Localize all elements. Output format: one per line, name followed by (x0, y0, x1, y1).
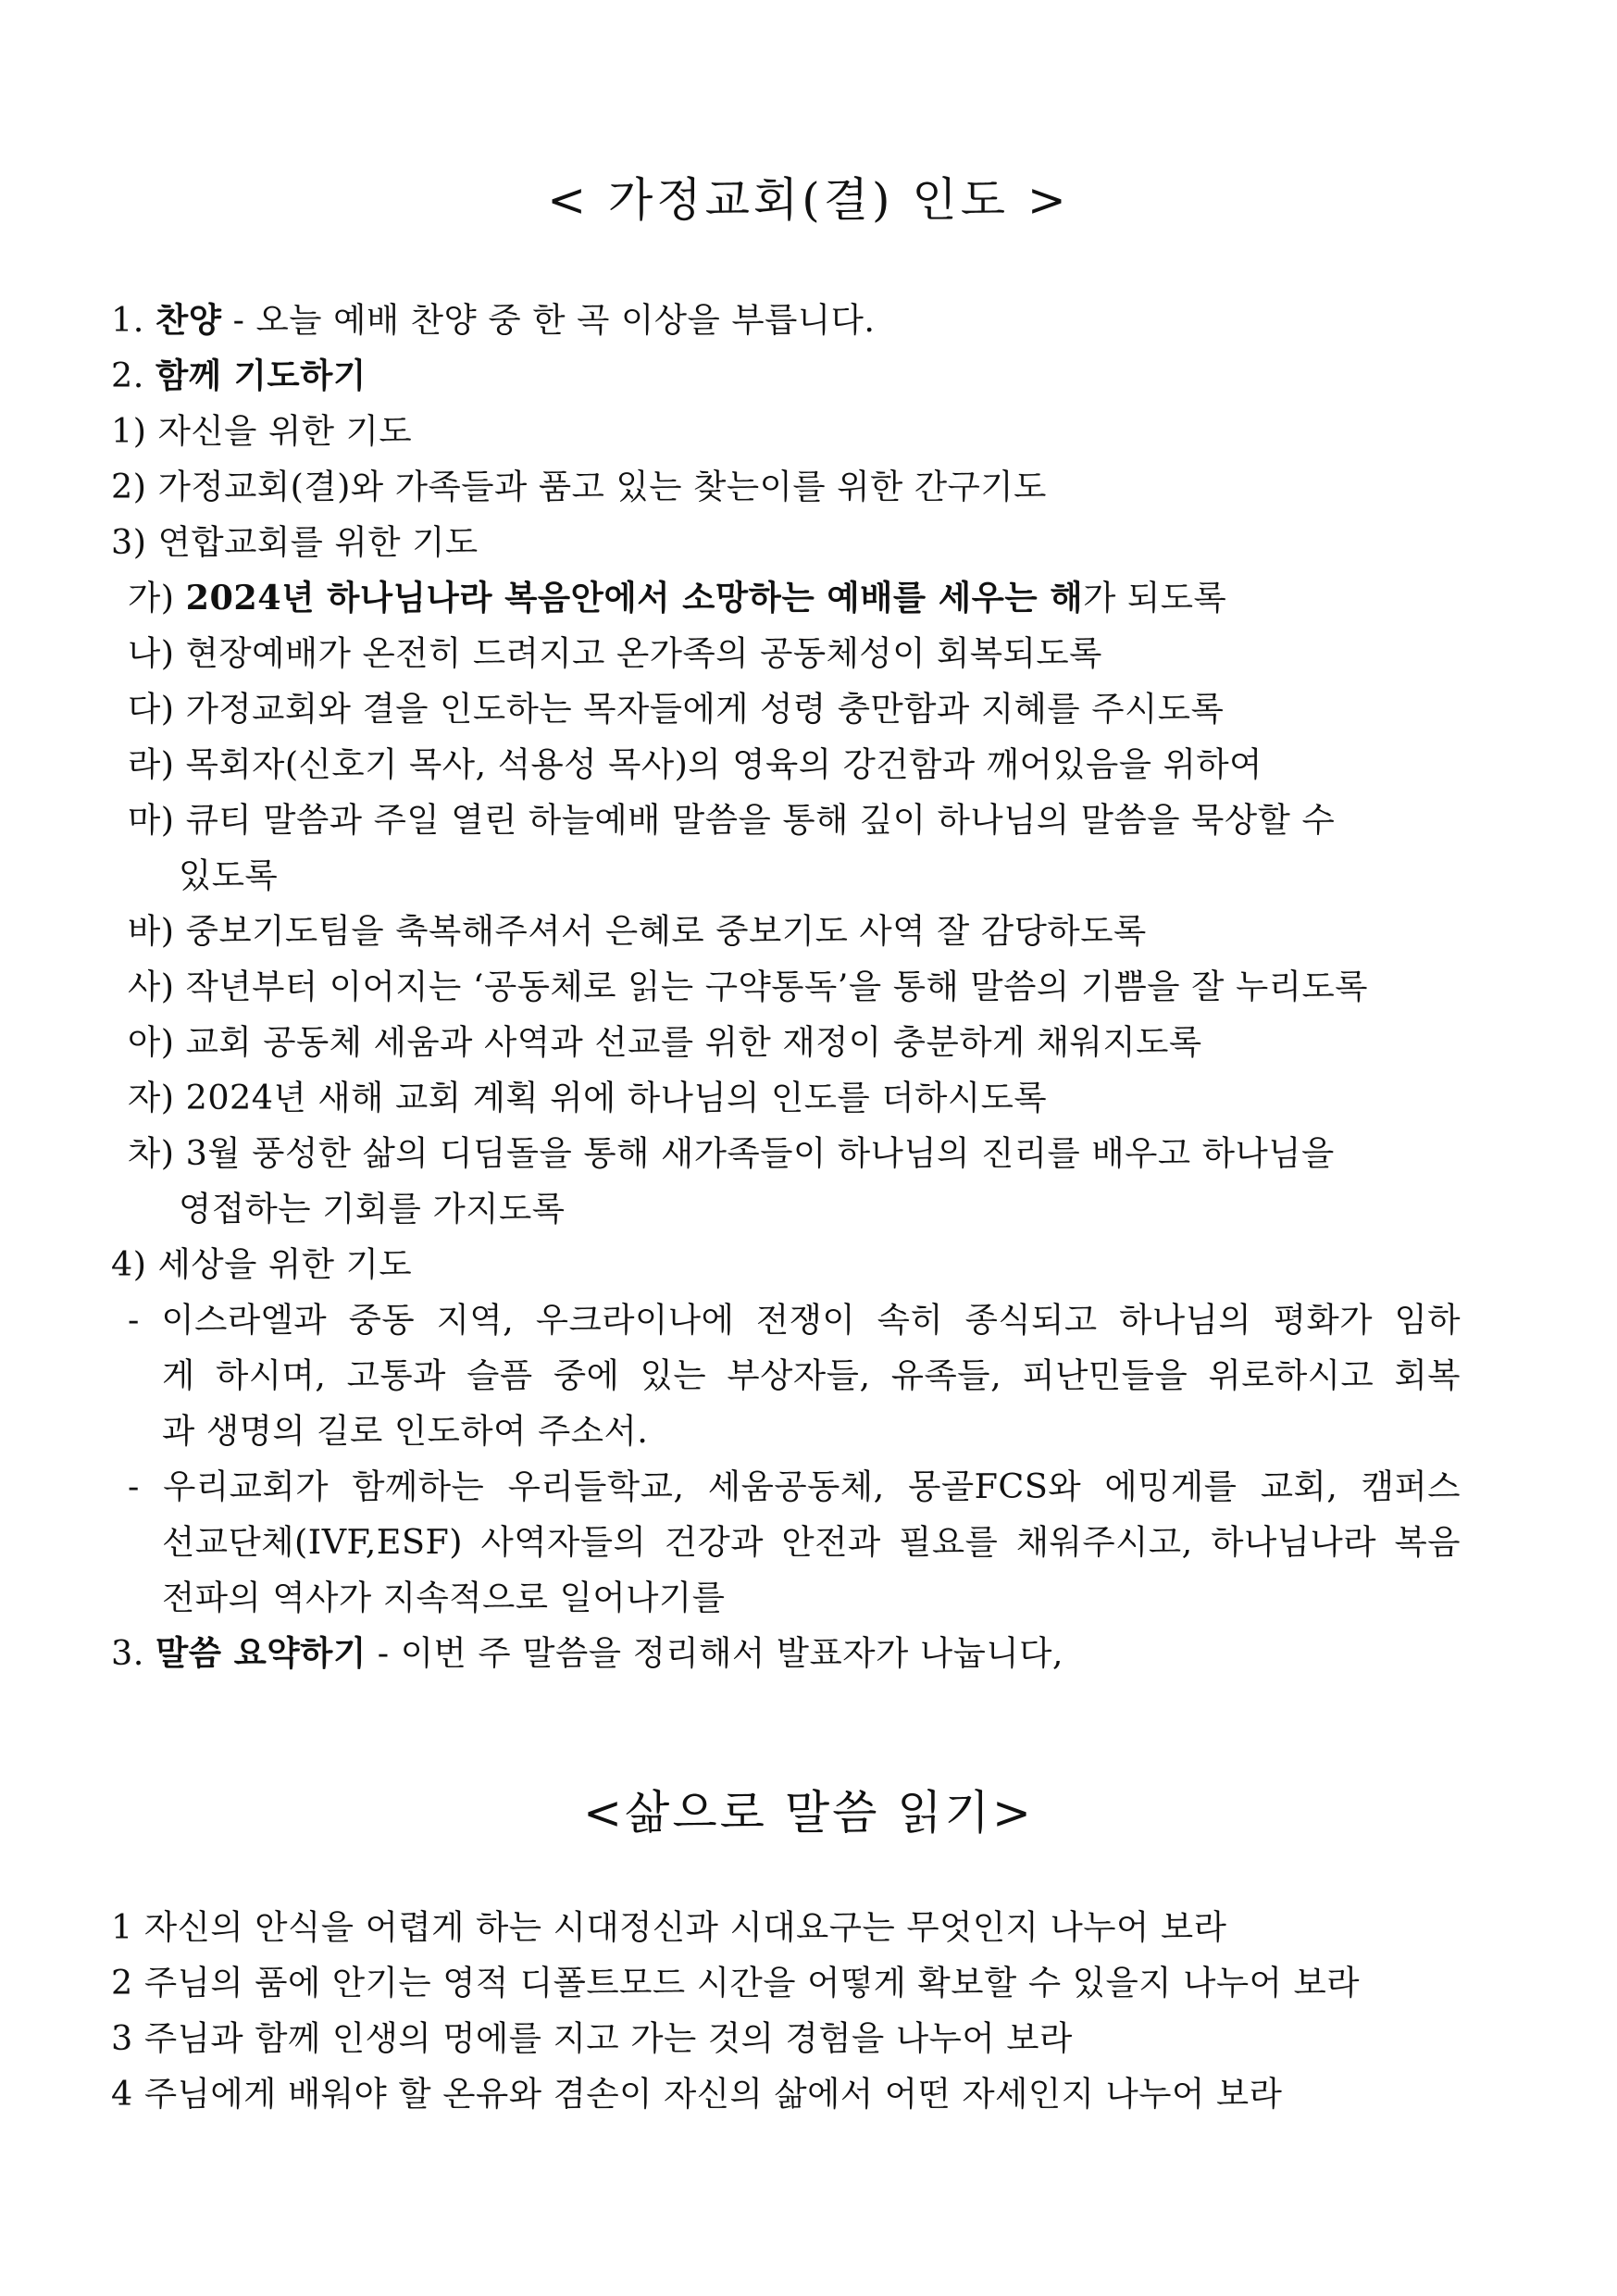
church-prayer-ga (128, 578, 1226, 618)
church-prayer-da: 다) 가정교회와 결을 인도하는 목자들에게 성령 충만함과 지혜를 주시도록 (128, 689, 1225, 729)
section-heading: 찬양 (155, 300, 222, 340)
church-prayer-na: 나) 현장예배가 온전히 드려지고 온가족의 공동체성이 회복되도록 (128, 633, 1102, 673)
question-3: 3 주님과 함께 인생의 멍에를 지고 가는 것의 경험을 나누어 보라 (111, 2018, 1073, 2058)
world-prayer-2-cont: 선교단체(IVF,ESF) 사역자들의 건강과 안전과 필요를 채워주시고, 하나님나라 복음 (162, 1522, 1461, 1562)
section-number: 3. (111, 1633, 144, 1673)
world-prayer-1: - 이스라엘과 중동 지역, 우크라이나에 전쟁이 속히 종식되고 하나님의 평화가 임하 (128, 1300, 1461, 1340)
world-prayer-1-cont: 게 하시며, 고통과 슬픔 중에 있는 부상자들, 유족들, 피난민들을 위로하시고 회복 (162, 1355, 1461, 1395)
church-prayer-cha: 차) 3월 풍성한 삶의 디딤돌을 통해 새가족들이 하나님의 진리를 배우고 하나님을 (128, 1133, 1335, 1173)
world-prayer-1-end: 과 생명의 길로 인도하여 주소서. (162, 1411, 649, 1451)
section-prayer (111, 356, 367, 396)
church-prayer-cha-cont: 영접하는 기회를 가지도록 (179, 1189, 566, 1229)
section-text: - 이번 주 말씀을 정리해서 발표자가 나눕니다, (366, 1633, 1064, 1673)
prayer-item-3: 3) 연합교회를 위한 기도 (111, 522, 479, 562)
question-4: 4 주님에게 배워야 할 온유와 겸손이 자신의 삶에서 어떤 자세인지 나누어 보라 (111, 2074, 1283, 2114)
church-prayer-ja: 자) 2024년 새해 교회 계획 위에 하나님의 인도를 더하시도록 (128, 1078, 1048, 1117)
section-summary (111, 1633, 1063, 1674)
world-prayer-2: - 우리교회가 함께하는 우리들학교, 세움공동체, 몽골FCS와 에밍게를 교회, 캠퍼스 (128, 1466, 1461, 1506)
church-prayer-ra: 라) 목회자(신호기 목사, 석용성 목사)의 영육의 강건함과 깨어있음을 위하여 (128, 744, 1263, 784)
question-1: 1 자신의 안식을 어렵게 하는 시대정신과 시대요구는 무엇인지 나누어 보라 (111, 1907, 1227, 1947)
prayer-item-2: 2) 가정교회(결)와 가족들과 품고 있는 찾는이를 위한 간구기도 (111, 467, 1047, 506)
page-title: < 가정교회(결) 인도 > (547, 173, 1070, 227)
section-title-reading: <삶으로 말씀 읽기> (583, 1786, 1034, 1840)
section-heading: 함께 기도하기 (155, 356, 367, 395)
question-2: 2 주님의 품에 안기는 영적 디폴트모드 시간을 어떻게 확보할 수 있을지 나누어 보라 (111, 1963, 1360, 2003)
item-label: 가) (128, 578, 175, 618)
item-bold-text: 2024년 하나님나라 복음안에서 소망하는 예배를 세우는 해 (185, 578, 1084, 618)
church-prayer-ma-cont: 있도록 (179, 855, 279, 895)
prayer-item-4: 4) 세상을 위한 기도 (111, 1244, 413, 1284)
prayer-item-1: 1) 자신을 위한 기도 (111, 411, 413, 451)
section-number: 2. (111, 356, 144, 395)
section-praise (111, 300, 875, 341)
church-prayer-a: 아) 교회 공동체 세움과 사역과 선교를 위한 재정이 충분하게 채워지도록 (128, 1022, 1202, 1062)
item-text: 가 되도록 (1083, 578, 1227, 618)
church-prayer-ba: 바) 중보기도팀을 축복해주셔서 은혜로 중보기도 사역 잘 감당하도록 (128, 911, 1147, 951)
section-text: - 오늘 예배 찬양 중 한 곡 이상을 부릅니다. (221, 300, 876, 340)
world-prayer-2-end: 전파의 역사가 지속적으로 일어나기를 (162, 1578, 726, 1617)
church-prayer-sa: 사) 작년부터 이어지는 ‘공동체로 읽는 구약통독’을 통해 말씀의 기쁨을 잘 누리도록 (128, 967, 1369, 1006)
church-prayer-ma: 마) 큐티 말씀과 주일 열린 하늘예배 말씀을 통해 깊이 하나님의 말씀을 묵상할 수 (128, 800, 1336, 840)
section-number: 1. (111, 300, 144, 340)
section-heading: 말씀 요약하기 (155, 1633, 367, 1673)
